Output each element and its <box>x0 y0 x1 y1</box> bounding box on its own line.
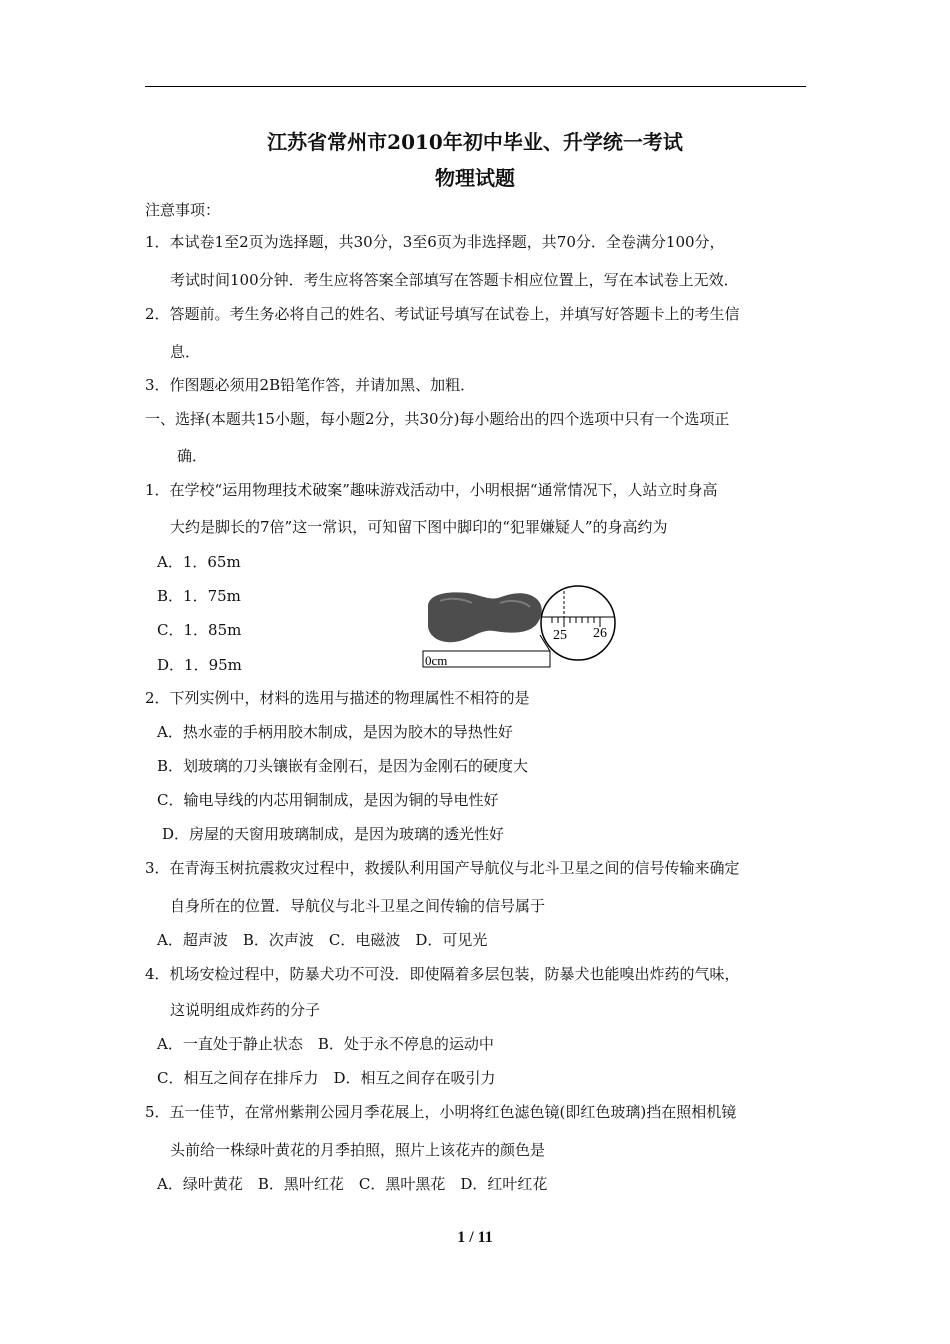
note-line: 考试时间100分钟．考生应将答案全部填写在答题卡相应位置上，写在本试卷上无效． <box>170 271 739 289</box>
question-1-stem: 大约是脚长的7倍”这一常识，可知留下图中脚印的“犯罪嫌疑人”的身高约为 <box>170 518 668 536</box>
question-4-options: A．一直处于静止状态 B．处于永不停息的运动中 <box>157 1035 494 1053</box>
section-heading-cont: 确． <box>177 447 208 465</box>
notes-heading: 注意事项： <box>145 201 221 219</box>
question-1-option-c: C．1．85m <box>157 621 242 639</box>
question-1-stem: 1．在学校“运用物理技术破案”趣味游戏活动中，小明根据“通常情况下，人站立时身高 <box>145 481 718 499</box>
note-line: 2．答题前。考生务必将自己的姓名、考试证号填写在试卷上，并填写好答题卡上的考生信 <box>145 305 740 323</box>
page-title: 江苏省常州市2010年初中毕业、升学统一考试 <box>267 130 683 154</box>
ruler-label: 0cm <box>425 653 448 668</box>
question-2-option-b: B．划玻璃的刀头镶嵌有金刚石，是因为金刚石的硬度大 <box>157 757 529 775</box>
note-line: 3．作图题必须用2B铅笔作答，并请加黑、加粗． <box>145 376 476 394</box>
question-2-stem: 2．下列实例中，材料的选用与描述的物理属性不相符的是 <box>145 689 530 707</box>
header-rule <box>145 86 806 87</box>
footprint-image <box>428 592 542 642</box>
question-4-options: C．相互之间存在排斥力 D．相互之间存在吸引力 <box>157 1069 496 1087</box>
page-number: 1 / 11 <box>457 1229 493 1246</box>
question-2-option-d: D．房屋的天窗用玻璃制成，是因为玻璃的透光性好 <box>162 825 505 843</box>
question-1-option-b: B．1．75m <box>157 587 241 605</box>
question-2-option-a: A．热水壶的手柄用胶木制成，是因为胶木的导热性好 <box>157 723 513 741</box>
note-line: 1．本试卷1至2页为选择题，共30分，3至6页为非选择题，共70分．全卷满分100分， <box>145 233 725 251</box>
note-line: 息． <box>170 343 201 361</box>
question-4-stem: 这说明组成炸药的分子 <box>170 1001 321 1019</box>
magnifier-circle <box>541 586 615 660</box>
question-3-stem: 3．在青海玉树抗震救灾过程中，救援队利用国产导航仪与北斗卫星之间的信号传输来确定 <box>145 859 740 877</box>
question-1-option-d: D．1．95m <box>157 656 242 674</box>
section-heading: 一、选择(本题共15小题，每小题2分，共30分)每小题给出的四个选项中只有一个选项正 <box>145 410 730 428</box>
question-5-options: A．绿叶黄花 B．黑叶红花 C．黑叶黑花 D．红叶红花 <box>157 1175 548 1193</box>
question-5-stem: 5．五一佳节，在常州紫荆公园月季花展上，小明将红色滤色镜(即红色玻璃)挡在照相机镜 <box>145 1103 737 1121</box>
question-1-option-a: A．1．65m <box>157 553 241 571</box>
magnifier-label-25: 25 <box>553 628 567 643</box>
question-4-stem: 4．机场安检过程中，防暴犬功不可没．即使隔着多层包装，防暴犬也能嗅出炸药的气味， <box>145 965 740 983</box>
page-subtitle: 物理试题 <box>435 166 515 190</box>
question-5-stem: 头前给一株绿叶黄花的月季拍照，照片上该花卉的颜色是 <box>170 1141 546 1159</box>
question-2-option-c: C．输电导线的内芯用铜制成，是因为铜的导电性好 <box>157 791 499 809</box>
question-3-options: A．超声波 B．次声波 C．电磁波 D．可见光 <box>157 931 488 949</box>
footprint-figure <box>420 575 620 675</box>
question-3-stem: 自身所在的位置．导航仪与北斗卫星之间传输的信号属于 <box>170 897 546 915</box>
magnifier-label-26: 26 <box>593 626 607 641</box>
